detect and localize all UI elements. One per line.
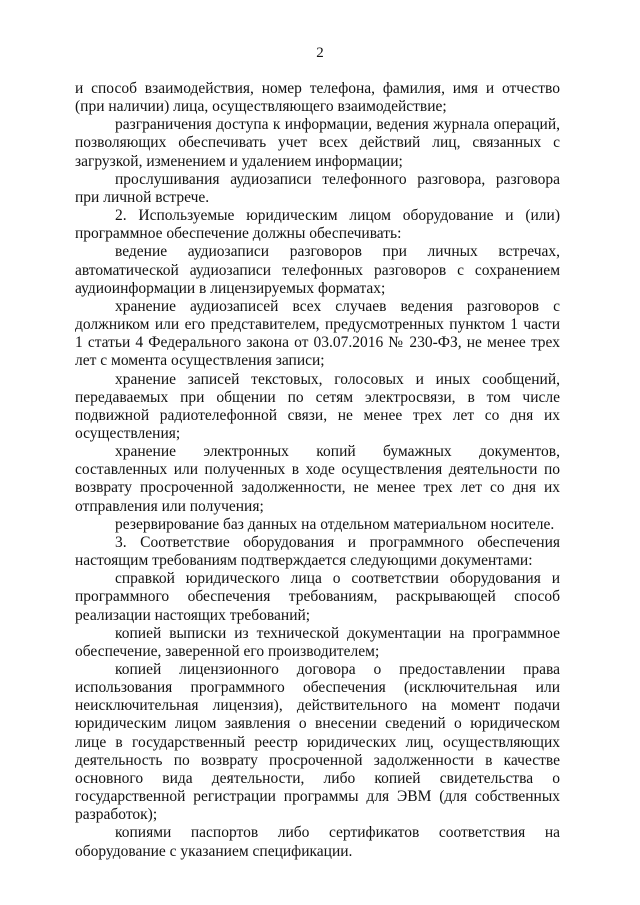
paragraph: 3. Соответствие оборудования и программного обеспечения настоящим требованиям подтверждается следующими документами: [75, 533, 560, 570]
paragraph: и способ взаимодействия, номер телефона, фамилия, имя и отчество (при наличии) лица, осуществляющего взаимодействие; [75, 80, 560, 116]
page-number: 2 [316, 45, 324, 61]
paragraph: справкой юридического лица о соответствии оборудования и программного обеспечения требованиям, раскрывающей способ реализации настоящих требований; [75, 570, 560, 624]
paragraph: хранение записей текстовых, голосовых и иных сообщений, передаваемых при общении по сетям электросвязи, в том числе подвижной радиотелефонной связи, не менее трех лет со дня их осуществления; [75, 370, 560, 442]
paragraph: копией лицензионного договора о предоставлении права использования программного обеспечения (исключительная или неисключительная лицензия), действительного на момент подачи юридическим лицом заявления о внесении сведений о юридическом лице в государственный реестр юридических лиц, осуществляющих деятельность по возврату просроченной задолженности в качестве основного вида деятельности, либо копией свидетельства о государственной регистрации программы для ЭВМ (для собственных разработок); [75, 661, 560, 824]
paragraph: разграничения доступа к информации, ведения журнала операций, позволяющих обеспечивать учет всех действий лиц, связанных с загрузкой, изменением и удалением информации; [75, 116, 560, 170]
paragraph: хранение аудиозаписей всех случаев ведения разговоров с должником или его представителем, предусмотренных пунктом 1 части 1 статьи 4 Федерального закона от 03.07.2016 № 230-ФЗ, не менее трех лет с момента осуществления записи; [75, 297, 560, 370]
paragraph: прослушивания аудиозаписи телефонного разговора, разговора при личной встрече. [75, 170, 560, 206]
paragraph: копией выписки из технической документации на программное обеспечение, заверенной его производителем; [75, 624, 560, 660]
paragraph: копиями паспортов либо сертификатов соответствия на оборудование с указанием спецификации. [75, 824, 560, 860]
paragraph: 2. Используемые юридическим лицом оборудование и (или) программное обеспечение должны обеспечивать: [75, 207, 560, 243]
paragraph: резервирование баз данных на отдельном материальном носителе. [115, 515, 555, 533]
paragraph: ведение аудиозаписи разговоров при личных встречах, автоматической аудиозаписи телефонных разговоров с сохранением аудиоинформации в лицензируемых форматах; [75, 243, 560, 297]
paragraph: хранение электронных копий бумажных документов, составленных или полученных в ходе осуществления деятельности по возврату просроченной задолженности, не менее трех лет со дня их отправления или получения; [75, 443, 560, 515]
document-body [75, 80, 560, 861]
